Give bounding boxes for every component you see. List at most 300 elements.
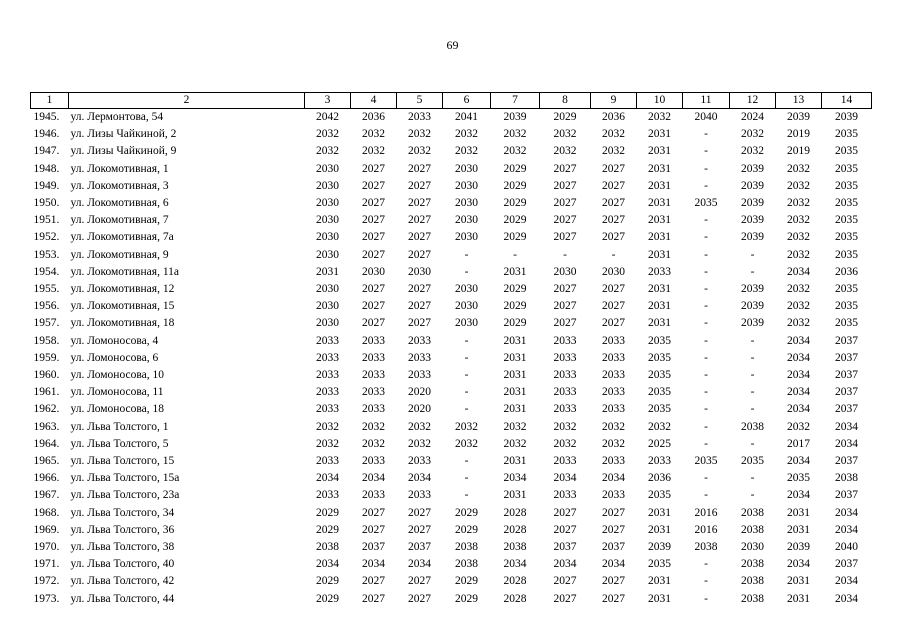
row-value: 2034 [835, 575, 858, 588]
row-value: 2029 [503, 214, 527, 227]
row-value: 2035 [835, 197, 858, 210]
row-value: 2037 [362, 541, 385, 554]
row-value: 2035 [648, 386, 671, 399]
row-value: 2031 [648, 231, 671, 244]
row-value: 2031 [648, 214, 671, 227]
row-value: 2038 [741, 506, 764, 519]
row-value: 2028 [503, 592, 527, 605]
row-value: 2030 [455, 283, 478, 296]
row-value: 2027 [602, 575, 625, 588]
row-value: 2032 [362, 437, 385, 450]
row-number: 1960. [33, 369, 60, 382]
row-value: 2029 [316, 506, 339, 519]
row-value: - [704, 351, 708, 364]
table-row [31, 264, 872, 281]
row-value: 2035 [835, 283, 858, 296]
column-header: 11 [683, 93, 730, 109]
row-number: 1971. [33, 558, 60, 571]
table-row [31, 229, 872, 246]
row-value: 2035 [835, 128, 858, 141]
row-value: 2037 [835, 351, 858, 364]
row-address: ул. Локомотивная, 6 [70, 197, 169, 210]
row-value: 2033 [648, 265, 671, 278]
row-value: 2032 [503, 128, 527, 141]
table-row [31, 109, 872, 127]
row-address: ул. Ломоносова, 18 [70, 403, 164, 416]
row-number: 1954. [33, 265, 60, 278]
row-value: 2030 [455, 179, 478, 192]
row-value: 2027 [602, 214, 625, 227]
row-address: ул. Локомотивная, 11а [70, 265, 179, 278]
row-value: 2037 [835, 403, 858, 416]
table-row [31, 539, 872, 556]
row-value: 2033 [362, 489, 385, 502]
row-value: 2027 [362, 300, 385, 313]
row-value: 2031 [648, 128, 671, 141]
row-value: 2038 [741, 575, 764, 588]
row-value: 2033 [602, 334, 625, 347]
row-value: 2031 [787, 506, 810, 519]
row-value: 2034 [553, 558, 577, 571]
row-value: - [704, 317, 708, 330]
row-number: 1946. [33, 128, 60, 141]
row-value: 2027 [553, 179, 577, 192]
row-value: - [704, 248, 708, 261]
row-number: 1956. [33, 300, 60, 313]
row-number: 1953. [33, 248, 60, 261]
row-value: - [750, 437, 755, 450]
row-value: 2027 [408, 283, 431, 296]
row-address: ул. Льва Толстого, 1 [70, 420, 169, 433]
row-value: 2039 [741, 162, 764, 175]
row-value: 2027 [602, 317, 625, 330]
row-value: 2030 [316, 300, 339, 313]
row-value: 2032 [648, 111, 671, 123]
row-value: 2035 [835, 214, 858, 227]
row-value: 2027 [553, 523, 577, 536]
row-value: 2038 [741, 558, 764, 571]
row-value: - [704, 128, 708, 141]
row-value: 2031 [503, 386, 527, 399]
row-value: 2029 [553, 111, 577, 123]
row-value: 2032 [503, 145, 527, 158]
row-value: 2035 [787, 472, 810, 485]
row-value: 2016 [694, 523, 718, 536]
row-value: 2033 [553, 334, 577, 347]
row-value: 2027 [553, 214, 577, 227]
row-value: 2028 [503, 523, 527, 536]
row-address: ул. Лермонтова, 54 [70, 111, 164, 123]
row-number: 1950. [33, 197, 60, 210]
row-value: 2030 [455, 317, 478, 330]
row-value: 2038 [694, 541, 718, 554]
row-value: 2032 [455, 128, 478, 141]
row-number: 1970. [33, 541, 60, 554]
row-number: 1965. [33, 455, 60, 468]
row-value: 2040 [835, 541, 858, 554]
row-value: 2036 [648, 472, 671, 485]
row-value: 2031 [503, 455, 527, 468]
row-value: 2032 [787, 300, 810, 313]
table-row [31, 195, 872, 212]
row-value: 2020 [408, 386, 431, 399]
row-value: 2033 [408, 351, 431, 364]
row-value: - [704, 265, 708, 278]
row-value: - [750, 489, 755, 502]
row-value: 2027 [362, 317, 385, 330]
row-value: - [704, 179, 708, 192]
row-value: 2031 [503, 369, 527, 382]
row-value: 2027 [362, 197, 385, 210]
row-value: 2030 [455, 214, 478, 227]
row-value: 2033 [602, 489, 625, 502]
row-value: 2027 [362, 162, 385, 175]
row-value: - [704, 403, 708, 416]
row-value: 2034 [503, 472, 527, 485]
row-value: - [704, 369, 708, 382]
row-value: 2039 [648, 541, 671, 554]
row-value: 2033 [602, 369, 625, 382]
row-value: 2032 [787, 231, 810, 244]
row-value: 2027 [602, 592, 625, 605]
row-value: 2032 [362, 420, 385, 433]
row-value: - [704, 592, 708, 605]
row-value: - [704, 558, 708, 571]
row-value: 2036 [602, 111, 625, 123]
row-value: 2017 [787, 437, 810, 450]
row-value: 2027 [408, 214, 431, 227]
row-value: 2029 [455, 523, 478, 536]
row-value: 2033 [362, 403, 385, 416]
row-value: 2032 [503, 437, 527, 450]
table-row [31, 212, 872, 229]
row-value: - [750, 403, 755, 416]
row-value: 2032 [741, 128, 764, 141]
row-value: 2034 [787, 265, 810, 278]
row-value: 2034 [553, 472, 577, 485]
table-row [31, 350, 872, 367]
table-row [31, 419, 872, 436]
table-row [31, 470, 872, 487]
row-value: 2032 [648, 420, 671, 433]
row-value: 2038 [455, 558, 478, 571]
table-row [31, 453, 872, 470]
row-value: 2032 [787, 248, 810, 261]
row-value: 2039 [741, 231, 764, 244]
row-value: 2039 [503, 111, 527, 123]
column-header: 9 [591, 93, 637, 109]
row-number: 1963. [33, 420, 60, 433]
table-row [31, 333, 872, 350]
row-value: 2033 [602, 455, 625, 468]
row-value: 2039 [787, 541, 810, 554]
row-value: 2016 [694, 506, 718, 519]
row-value: - [563, 248, 567, 261]
row-value: 2031 [648, 575, 671, 588]
row-value: - [464, 472, 469, 485]
row-value: - [464, 403, 469, 416]
table-row [31, 247, 872, 264]
row-value: 2035 [835, 145, 858, 158]
row-number: 1958. [33, 334, 60, 347]
row-value: 2034 [787, 558, 810, 571]
row-value: 2031 [648, 283, 671, 296]
row-value: - [750, 386, 755, 399]
row-value: 2033 [602, 351, 625, 364]
row-value: 2034 [787, 386, 810, 399]
row-number: 1969. [33, 523, 60, 536]
row-value: 2029 [455, 575, 478, 588]
row-address: ул. Лизы Чайкиной, 9 [70, 145, 177, 158]
row-value: 2039 [741, 300, 764, 313]
table-row [31, 126, 872, 143]
row-value: 2029 [503, 300, 527, 313]
row-value: 2032 [408, 145, 431, 158]
row-value: 2033 [553, 489, 577, 502]
row-value: 2038 [741, 592, 764, 605]
row-value: 2029 [316, 523, 339, 536]
row-value: 2030 [316, 162, 339, 175]
row-value: 2027 [553, 317, 577, 330]
row-value: - [750, 248, 755, 261]
row-number: 1973. [33, 592, 60, 605]
row-value: 2042 [316, 111, 339, 123]
row-value: 2032 [362, 128, 385, 141]
column-header: 6 [443, 93, 491, 109]
row-value: 2027 [408, 523, 431, 536]
page-number: 69 [446, 38, 459, 52]
row-value: 2027 [408, 248, 431, 261]
row-value: 2034 [408, 558, 431, 571]
row-value: 2030 [455, 162, 478, 175]
column-header: 10 [637, 93, 683, 109]
row-value: 2033 [316, 455, 339, 468]
row-value: - [750, 472, 755, 485]
column-header: 5 [397, 93, 443, 109]
row-value: 2031 [648, 523, 671, 536]
row-value: 2034 [602, 558, 625, 571]
row-value: 2034 [787, 334, 810, 347]
row-value: - [464, 248, 469, 261]
row-value: 2027 [553, 592, 577, 605]
row-number: 1968. [33, 506, 60, 519]
column-header: 4 [351, 93, 397, 109]
row-value: 2029 [455, 592, 478, 605]
row-value: 2030 [316, 248, 339, 261]
row-value: 2032 [602, 420, 625, 433]
row-value: 2031 [648, 300, 671, 313]
row-value: 2027 [408, 179, 431, 192]
row-value: 2031 [648, 179, 671, 192]
row-value: 2035 [648, 489, 671, 502]
row-address: ул. Льва Толстого, 44 [70, 592, 175, 605]
row-value: 2033 [602, 386, 625, 399]
row-value: 2033 [553, 455, 577, 468]
row-value: 2031 [316, 265, 339, 278]
row-value: 2034 [787, 489, 810, 502]
row-value: 2039 [741, 197, 764, 210]
row-address: ул. Льва Толстого, 15а [70, 472, 180, 485]
row-value: 2033 [408, 334, 431, 347]
row-value: 2029 [503, 317, 527, 330]
row-number: 1948. [33, 162, 60, 175]
row-value: 2027 [602, 506, 625, 519]
row-value: 2027 [408, 317, 431, 330]
row-value: 2030 [316, 214, 339, 227]
row-value: 2031 [503, 489, 527, 502]
row-value: - [704, 437, 708, 450]
row-value: 2032 [602, 145, 625, 158]
row-value: 2032 [553, 145, 577, 158]
row-value: 2025 [648, 437, 671, 450]
row-number: 1945. [33, 111, 60, 123]
row-address: ул. Локомотивная, 7 [70, 214, 169, 227]
row-value: 2035 [835, 179, 858, 192]
column-header: 7 [491, 93, 540, 109]
row-value: 2029 [503, 231, 527, 244]
row-value: 2039 [835, 111, 858, 123]
row-value: 2030 [741, 541, 764, 554]
table-row [31, 505, 872, 522]
row-value: 2033 [553, 386, 577, 399]
row-value: 2027 [602, 179, 625, 192]
row-number: 1949. [33, 179, 60, 192]
table-row [31, 436, 872, 453]
row-value: 2035 [741, 455, 764, 468]
row-value: 2030 [602, 265, 625, 278]
row-value: 2031 [503, 351, 527, 364]
row-value: 2033 [553, 369, 577, 382]
row-value: 2031 [648, 197, 671, 210]
row-value: 2020 [408, 403, 431, 416]
row-value: 2035 [648, 351, 671, 364]
row-value: - [750, 265, 755, 278]
table-row [31, 161, 872, 178]
row-value: 2027 [553, 162, 577, 175]
row-address: ул. Ломоносова, 6 [70, 351, 159, 364]
row-value: 2033 [362, 455, 385, 468]
row-address: ул. Ломоносова, 11 [70, 386, 164, 399]
row-value: 2034 [362, 472, 385, 485]
row-address: ул. Льва Толстого, 5 [70, 437, 169, 450]
row-value: - [750, 369, 755, 382]
column-header: 3 [305, 93, 351, 109]
row-value: 2034 [316, 472, 339, 485]
row-value: 2037 [602, 541, 625, 554]
row-value: 2033 [648, 455, 671, 468]
row-address: ул. Локомотивная, 12 [70, 283, 175, 296]
row-number: 1947. [33, 145, 60, 158]
table-row [31, 298, 872, 315]
row-value: 2034 [408, 472, 431, 485]
row-value: - [464, 265, 469, 278]
row-value: 2037 [835, 334, 858, 347]
row-value: 2027 [602, 523, 625, 536]
row-value: - [704, 162, 708, 175]
row-value: 2033 [362, 386, 385, 399]
table-row [31, 315, 872, 332]
row-number: 1967. [33, 489, 60, 502]
row-value: 2034 [787, 455, 810, 468]
column-header: 8 [540, 93, 591, 109]
row-value: 2030 [455, 231, 478, 244]
row-number: 1955. [33, 283, 60, 296]
row-value: 2034 [835, 437, 858, 450]
row-value: - [750, 351, 755, 364]
row-value: 2031 [503, 403, 527, 416]
row-value: 2027 [602, 283, 625, 296]
row-value: 2032 [316, 420, 339, 433]
row-value: 2030 [408, 265, 431, 278]
row-value: 2027 [408, 592, 431, 605]
row-value: 2035 [648, 334, 671, 347]
row-value: 2027 [408, 231, 431, 244]
row-value: 2032 [787, 197, 810, 210]
row-value: 2039 [741, 283, 764, 296]
row-value: 2032 [602, 437, 625, 450]
row-value: - [704, 283, 708, 296]
row-value: 2027 [553, 231, 577, 244]
row-value: 2031 [503, 265, 527, 278]
row-value: 2032 [553, 128, 577, 141]
row-value: 2034 [787, 369, 810, 382]
row-value: 2033 [408, 455, 431, 468]
table-body [31, 109, 872, 608]
table-row [31, 281, 872, 298]
row-value: 2032 [362, 145, 385, 158]
row-value: 2032 [408, 128, 431, 141]
row-value: 2027 [362, 283, 385, 296]
row-value: 2037 [835, 455, 858, 468]
row-value: 2031 [648, 592, 671, 605]
row-value: 2032 [787, 283, 810, 296]
row-value: 2033 [316, 403, 339, 416]
row-value: 2032 [602, 128, 625, 141]
row-value: 2027 [553, 197, 577, 210]
table-row [31, 367, 872, 384]
row-value: 2029 [503, 197, 527, 210]
row-value: 2027 [362, 592, 385, 605]
row-value: 2035 [835, 317, 858, 330]
row-value: 2033 [553, 403, 577, 416]
row-value: 2035 [835, 162, 858, 175]
row-value: 2035 [835, 248, 858, 261]
row-value: 2031 [787, 592, 810, 605]
row-value: 2035 [648, 558, 671, 571]
row-value: 2032 [316, 145, 339, 158]
row-address: ул. Локомотивная, 7а [70, 231, 174, 244]
row-value: - [704, 300, 708, 313]
column-header: 12 [730, 93, 776, 109]
row-value: - [464, 455, 469, 468]
row-value: 2019 [787, 145, 810, 158]
row-address: ул. Локомотивная, 9 [70, 248, 169, 261]
row-value: 2037 [835, 369, 858, 382]
row-value: 2032 [316, 128, 339, 141]
row-value: 2032 [455, 420, 478, 433]
table-row [31, 556, 872, 573]
row-value: 2032 [503, 420, 527, 433]
row-value: 2034 [316, 558, 339, 571]
row-value: 2034 [835, 506, 858, 519]
row-value: 2031 [648, 162, 671, 175]
column-header: 14 [822, 93, 872, 109]
column-header: 13 [776, 93, 822, 109]
row-value: - [611, 248, 616, 261]
row-value: 2038 [503, 541, 527, 554]
row-value: 2040 [694, 111, 718, 123]
row-value: 2038 [316, 541, 339, 554]
